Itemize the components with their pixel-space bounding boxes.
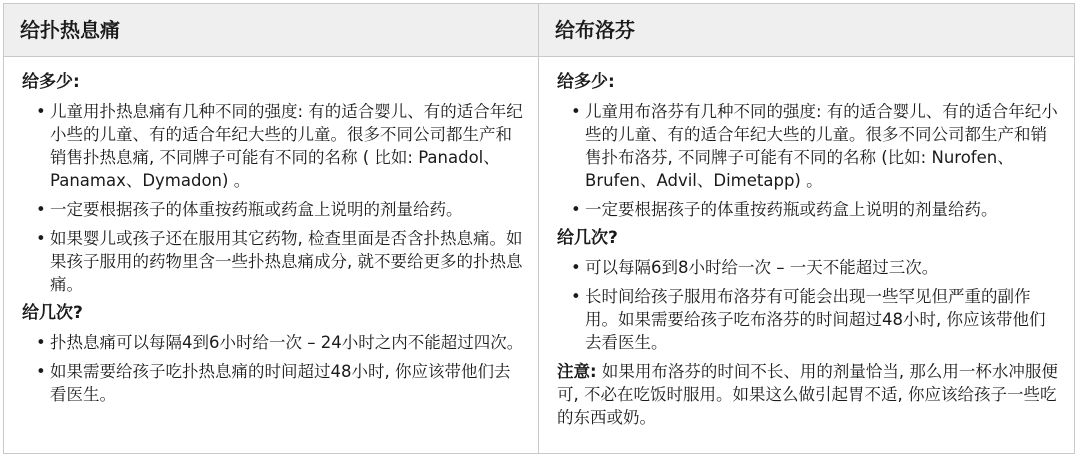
list-item: • 一定要根据孩子的体重按药瓶或药盒上说明的剂量给药。 [36,198,524,221]
list-item: • 如果婴儿或孩子还在服用其它药物, 检查里面是否含扑热息痛。如果孩子服用的药物里含一些扑热息痛成分, 就不要给更多的扑热息痛。 [36,227,524,296]
list-item: • 如果需要给孩子吃扑热息痛的时间超过48小时, 你应该带他们去看医生。 [36,360,524,406]
comparison-table [3,3,1075,454]
list-item: • 一定要根据孩子的体重按药瓶或药盒上说明的剂量给药。 [571,198,1060,221]
ibuprofen-header: 给布洛芬 [539,4,1074,57]
ibuprofen-column [539,4,1074,453]
how-much-heading: 给多少: [22,72,80,92]
paracetamol-body [4,57,538,406]
paracetamol-column [4,4,539,453]
how-often-list [22,331,524,406]
how-often-list [557,256,1060,354]
caution-label: 注意: [557,362,597,381]
how-much-heading: 给多少: [557,72,615,92]
paracetamol-header: 给扑热息痛 [4,4,538,57]
ibuprofen-body [539,57,1074,429]
list-item: • 儿童用扑热息痛有几种不同的强度: 有的适合婴儿、有的适合年纪小些的儿童、有的适合年纪大些的儿童。很多不同公司都生产和销售扑热息痛, 不同牌子可能有不同的名称 ( 比如: Panadol、Panamax、Dymadon) 。 [36,100,524,192]
caution-note [557,360,1060,429]
list-item: • 儿童用布洛芬有几种不同的强度: 有的适合婴儿、有的适合年纪小些的儿童、有的适合年纪大些的儿童。很多不同公司都生产和销售扑布洛芬, 不同牌子可能有不同的名称 (比如: Nurofen、Brufen、Advil、Dimetapp) 。 [571,100,1060,192]
list-item: • 可以每隔6到8小时给一次 – 一天不能超过三次。 [571,256,1060,279]
caution-text: 如果用布洛芬的时间不长、用的剂量恰当, 那么用一杯水冲服便可, 不必在吃饭时服用。如果这么做引起胃不适, 你应该给孩子一些吃的东西或奶。 [557,362,1058,427]
how-often-heading: 给几次? [557,228,618,248]
how-much-list [22,100,524,296]
how-much-list [557,100,1060,221]
list-item: • 长时间给孩子服用布洛芬有可能会出现一些罕见但严重的副作用。如果需要给孩子吃布洛芬的时间超过48小时, 你应该带他们去看医生。 [571,285,1060,354]
list-item: • 扑热息痛可以每隔4到6小时给一次 – 24小时之内不能超过四次。 [36,331,524,354]
how-often-heading: 给几次? [22,303,83,323]
